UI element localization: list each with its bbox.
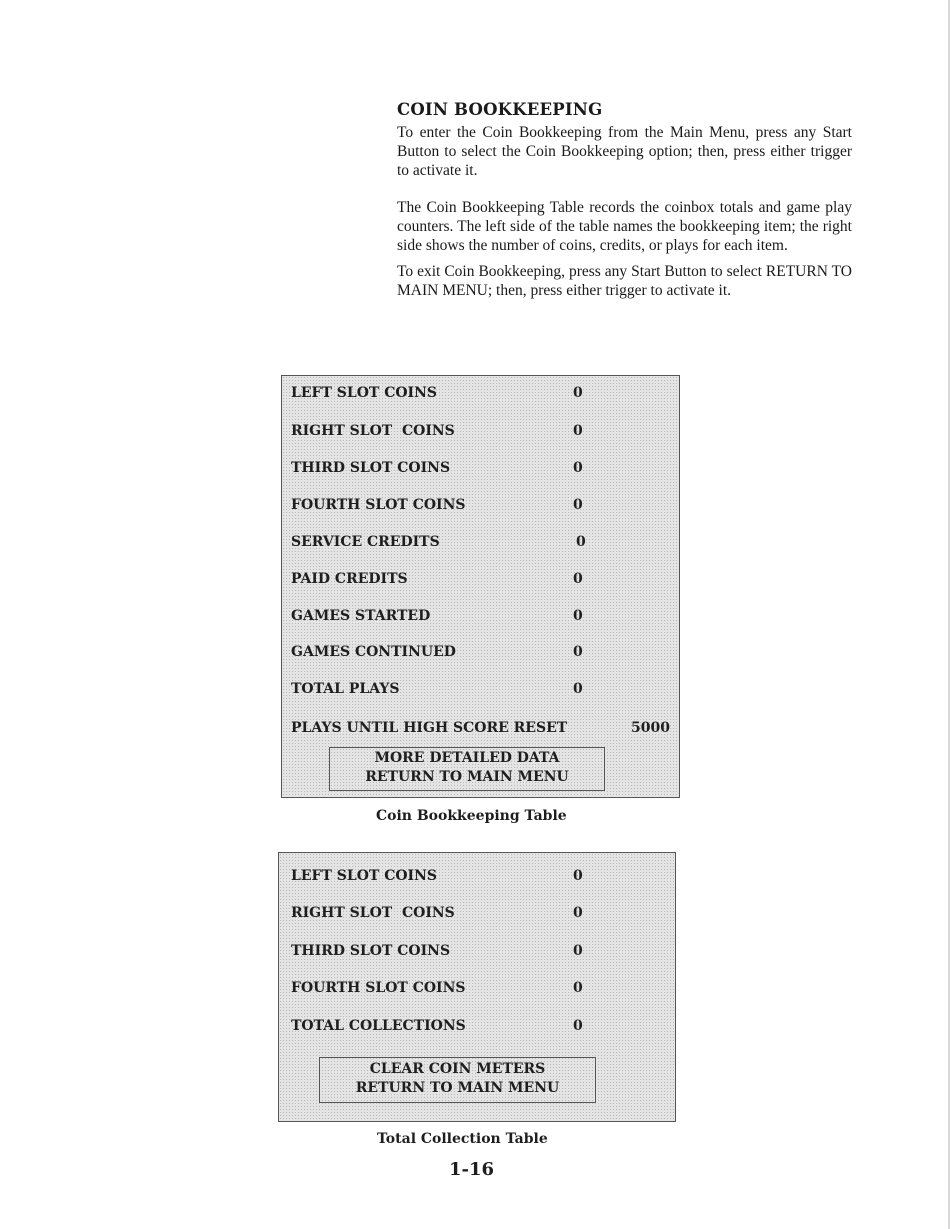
collection-table-caption: Total Collection Table: [377, 1131, 548, 1147]
row-value: 0: [573, 460, 583, 476]
row-label: THIRD SLOT COINS: [291, 943, 451, 959]
row-value: 0: [573, 497, 583, 513]
table-row: [291, 644, 671, 664]
total-collection-table: [278, 852, 676, 1122]
row-value: 0: [573, 681, 583, 697]
row-value: 0: [573, 571, 583, 587]
row-label: PLAYS UNTIL HIGH SCORE RESET: [291, 720, 568, 736]
row-label: TOTAL PLAYS: [291, 681, 400, 697]
row-label: FOURTH SLOT COINS: [291, 497, 466, 513]
row-label: GAMES CONTINUED: [291, 644, 456, 660]
collection-table-menu: [319, 1057, 596, 1103]
table-row: [291, 868, 671, 888]
coin-bookkeeping-section: [397, 100, 852, 300]
section-title: COIN BOOKKEEPING: [397, 100, 603, 119]
row-label: SERVICE CREDITS: [291, 534, 440, 550]
table-row: [291, 720, 671, 740]
row-label: LEFT SLOT COINS: [291, 868, 437, 884]
coin-table-menu: [329, 747, 605, 791]
row-value: 0: [573, 423, 583, 439]
exit-instructions-paragraph: To exit Coin Bookkeeping, press any Start Button to select RETURN TO MAIN MENU; then, press either trigger to activate it.: [397, 263, 852, 299]
table-row: [291, 943, 671, 963]
clear-coin-meters-option[interactable]: CLEAR COIN METERS: [369, 1061, 546, 1077]
page-number: 1-16: [449, 1159, 495, 1180]
row-label: LEFT SLOT COINS: [291, 385, 437, 401]
row-label: PAID CREDITS: [291, 571, 408, 587]
row-value: 0: [573, 905, 583, 921]
table-row: [291, 571, 671, 591]
coin-table-caption: Coin Bookkeeping Table: [376, 808, 567, 824]
table-description-paragraph: The Coin Bookkeeping Table records the coinbox totals and game play counters. The left side of the table names the bookkeeping item; the right side shows the number of coins, credits, or plays for each item.: [397, 199, 852, 254]
more-detailed-data-option[interactable]: MORE DETAILED DATA: [374, 750, 560, 766]
table-row: [291, 681, 671, 701]
row-value: 0: [573, 980, 583, 996]
return-to-main-menu-option[interactable]: RETURN TO MAIN MENU: [365, 769, 569, 785]
row-value: 5000: [631, 720, 670, 736]
table-row: [291, 905, 671, 925]
table-row: [291, 980, 671, 1000]
row-value: 0: [573, 943, 583, 959]
table-row: [291, 460, 671, 480]
table-row: [291, 1018, 671, 1038]
row-value: 0: [573, 385, 583, 401]
row-label: THIRD SLOT COINS: [291, 460, 451, 476]
row-label: FOURTH SLOT COINS: [291, 980, 466, 996]
row-value: 0: [573, 644, 583, 660]
row-value: 0: [576, 534, 586, 550]
intro-paragraph: To enter the Coin Bookkeeping from the Main Menu, press any Start Button to select the Coin Bookkeeping option; then, press either trigger to activate it.: [397, 124, 852, 179]
table-row: [291, 534, 671, 554]
row-label: TOTAL COLLECTIONS: [291, 1018, 466, 1034]
row-label: GAMES STARTED: [291, 608, 431, 624]
row-value: 0: [573, 1018, 583, 1034]
table-row: [291, 385, 671, 405]
row-label: RIGHT SLOT COINS: [291, 423, 455, 439]
coin-bookkeeping-table: [281, 375, 680, 798]
row-label: RIGHT SLOT COINS: [291, 905, 455, 921]
table-row: [291, 423, 671, 443]
return-to-main-menu-option[interactable]: RETURN TO MAIN MENU: [355, 1080, 560, 1096]
table-row: [291, 497, 671, 517]
row-value: 0: [573, 608, 583, 624]
row-value: 0: [573, 868, 583, 884]
table-row: [291, 608, 671, 628]
